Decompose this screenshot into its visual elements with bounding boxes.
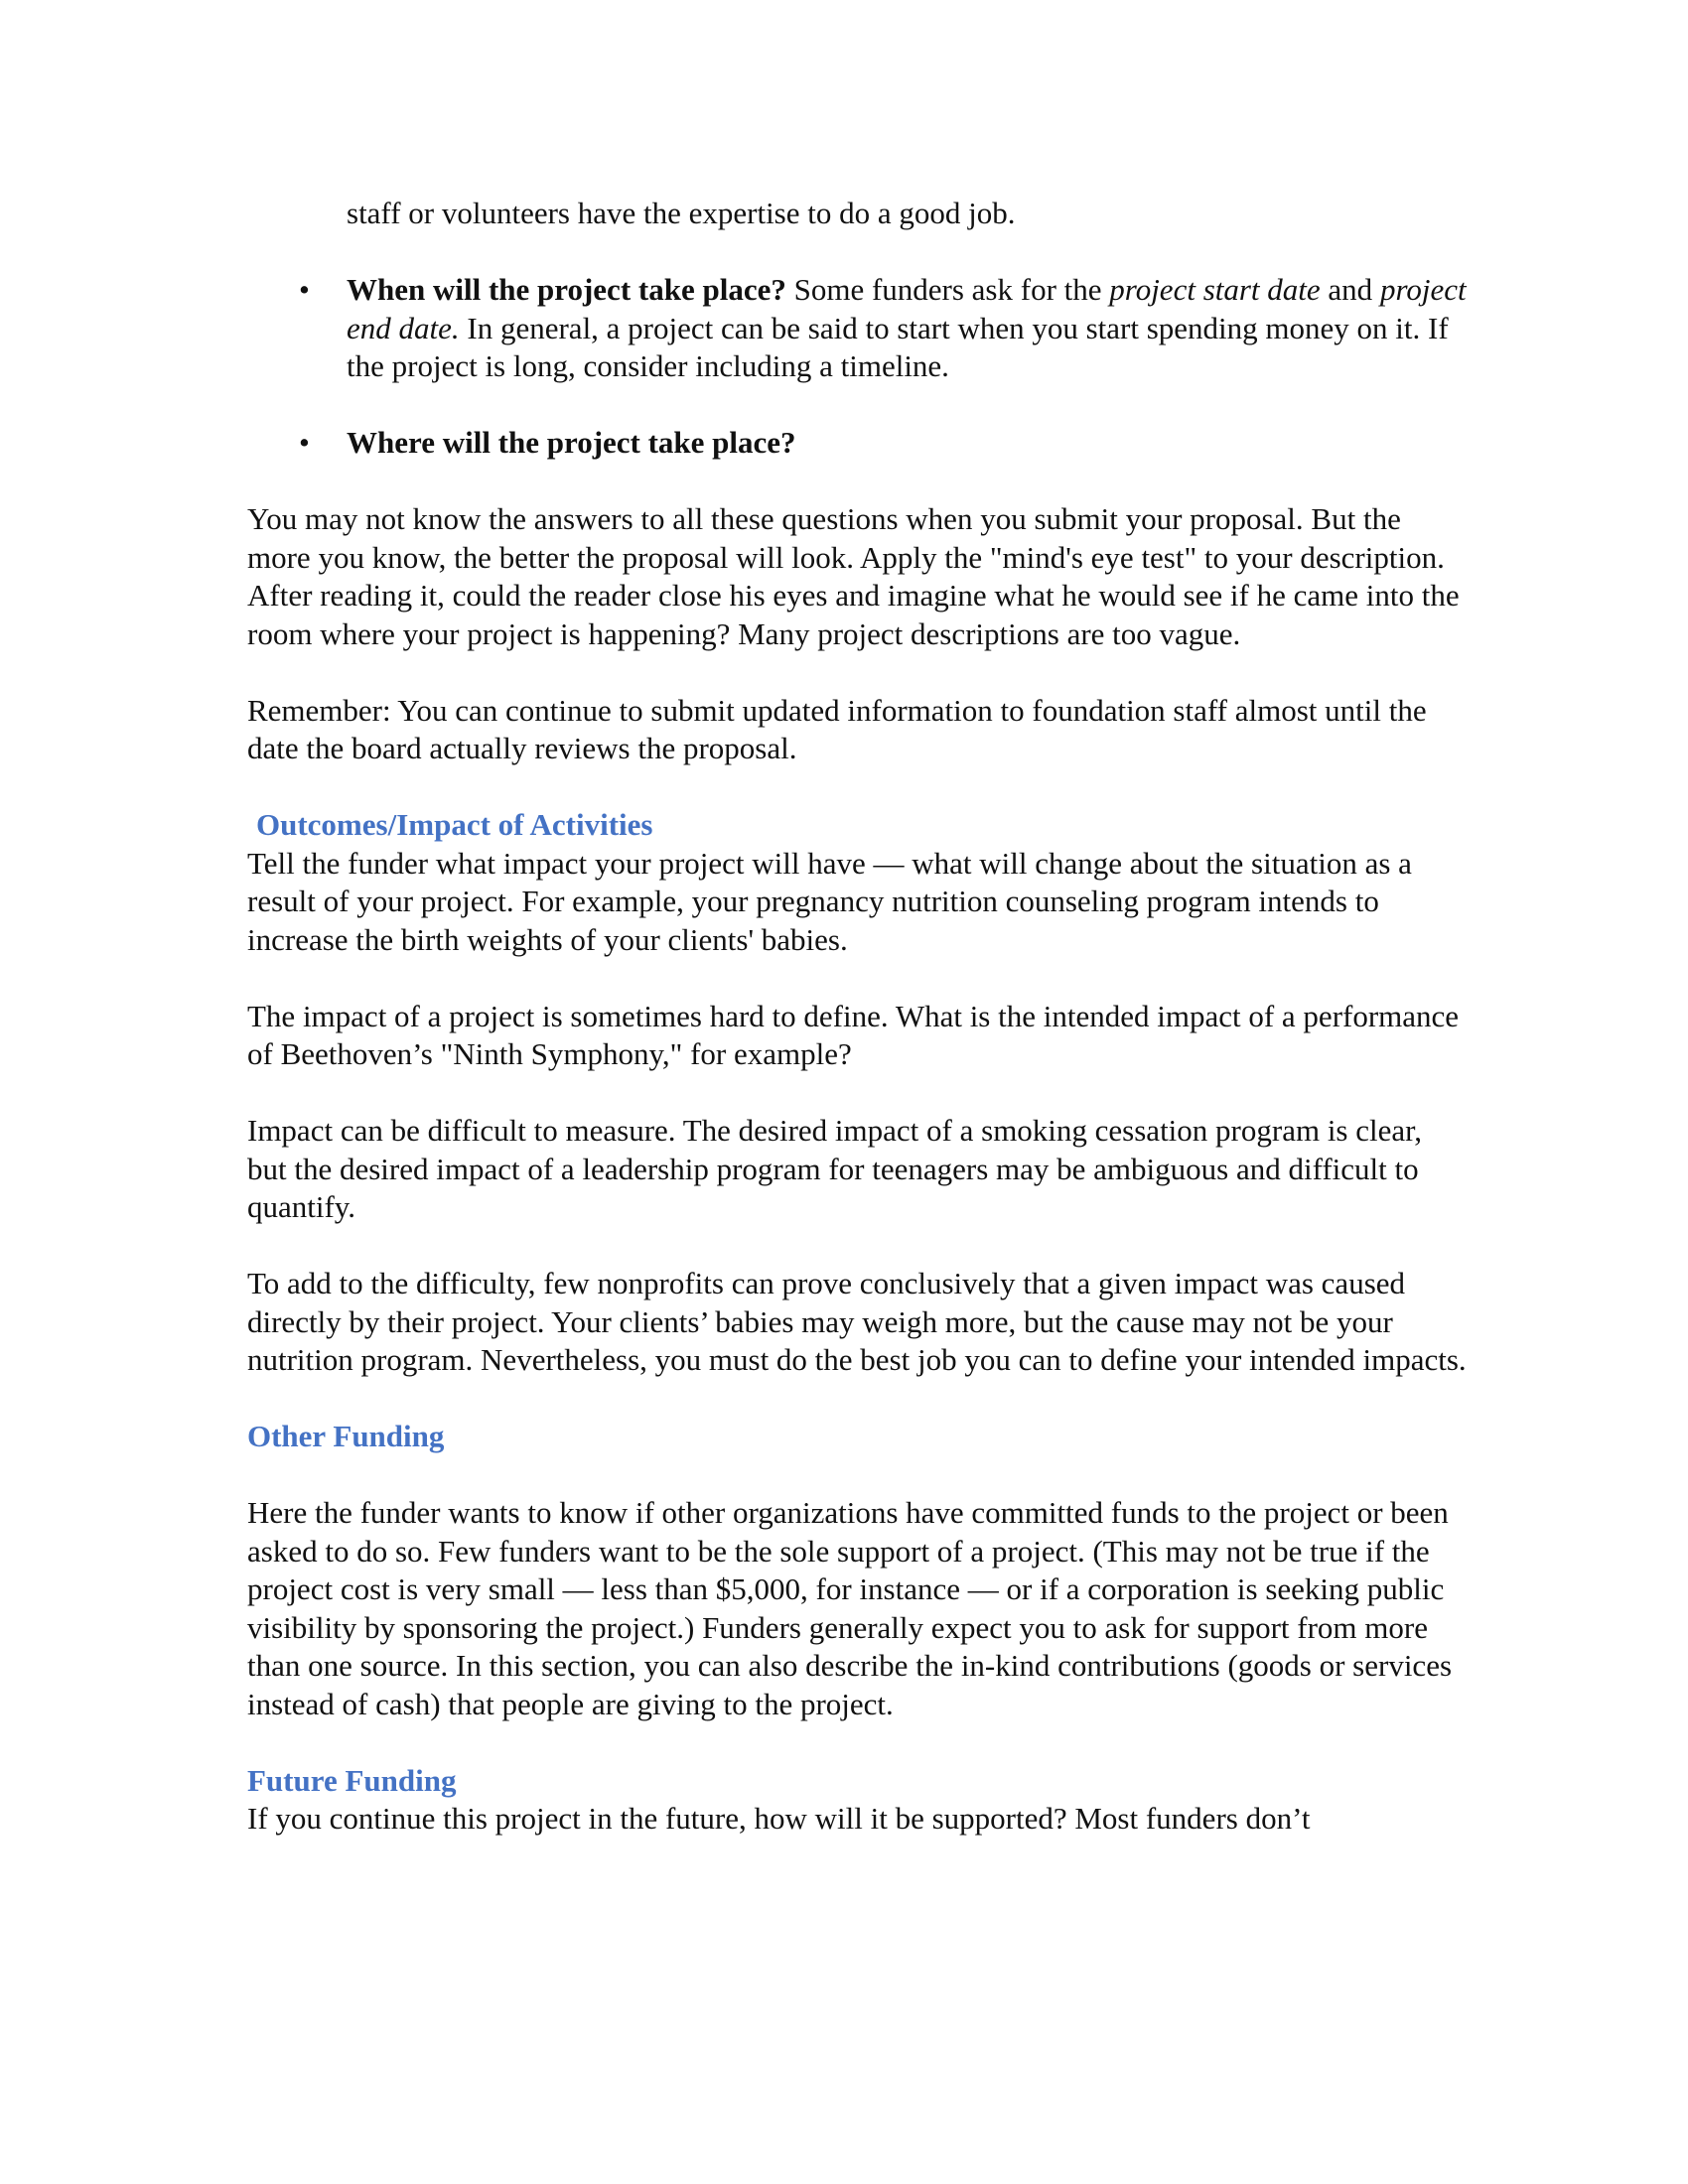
section-heading-other-funding: Other Funding: [247, 1419, 445, 1453]
body-paragraph: Tell the funder what impact your project will have — what will change about the situation as a result of your project. For example, your pregnancy nutrition counseling program intends to increase the birth weights of your clients' babies.: [247, 845, 1412, 957]
body-paragraph: Remember: You can continue to submit updated information to foundation staff almost until the date the board actually reviews the proposal.: [247, 692, 1427, 765]
question-text: Some funders ask for the: [785, 272, 1110, 307]
question-list: [247, 271, 1469, 463]
list-item: [247, 424, 1469, 463]
bullet-icon: •: [299, 272, 310, 307]
body-paragraph: Impact can be difficult to measure. The desired impact of a smoking cessation program is clear, but the desired impact of a leadership program for teenagers may be ambiguous and difficult to quantify.: [247, 1113, 1422, 1224]
question-italic: project end date.: [347, 272, 1467, 345]
question-text: and: [1320, 272, 1380, 307]
body-paragraph: If you continue this project in the future, how will it be supported? Most funders don’t: [247, 1801, 1311, 1836]
continued-paragraph: staff or volunteers have the expertise to do a good job.: [347, 196, 1016, 230]
list-item: [247, 271, 1469, 386]
body-paragraph: You may not know the answers to all these questions when you submit your proposal. But the more you know, the better the proposal will look. Apply the "mind's eye test" to your description. After reading it, could the reader close his eyes and imagine what he would see if he came into the room where your project is happening? Many project descriptions are too vague.: [247, 501, 1460, 651]
question-italic: project start date: [1109, 272, 1321, 307]
section-heading-outcomes: Outcomes/Impact of Activities: [256, 807, 653, 842]
question-bold: Where will the project take place?: [347, 425, 796, 460]
question-bold: When will the project take place?: [347, 272, 786, 307]
body-paragraph: The impact of a project is sometimes hard to define. What is the intended impact of a performance of Beethoven’s "Ninth Symphony," for example?: [247, 998, 1460, 1071]
body-paragraph: Here the funder wants to know if other organizations have committed funds to the project or been asked to do so. Few funders want to be the sole support of a project. (This may not be true if the project cost is very small — less than $5,000, for instance — or if a corporation is seeking public visibility by sponsoring the project.) Funders generally expect you to ask for support from more than one source. In this section, you can also describe the in-kind contributions (goods or services instead of cash) that people are giving to the project.: [247, 1495, 1453, 1721]
body-paragraph: To add to the difficulty, few nonprofits can prove conclusively that a given impact was caused directly by their project. Your clients’ babies may weigh more, but the cause may not be your nutrition program. Nevertheless, you must do the best job you can to define your intended impacts.: [247, 1266, 1467, 1377]
document-page: [247, 195, 1469, 1839]
section-heading-future-funding: Future Funding: [247, 1762, 457, 1798]
question-text: In general, a project can be said to start when you start spending money on it. If the project is long, consider including a timeline.: [347, 310, 1449, 383]
bullet-icon: •: [299, 425, 310, 460]
